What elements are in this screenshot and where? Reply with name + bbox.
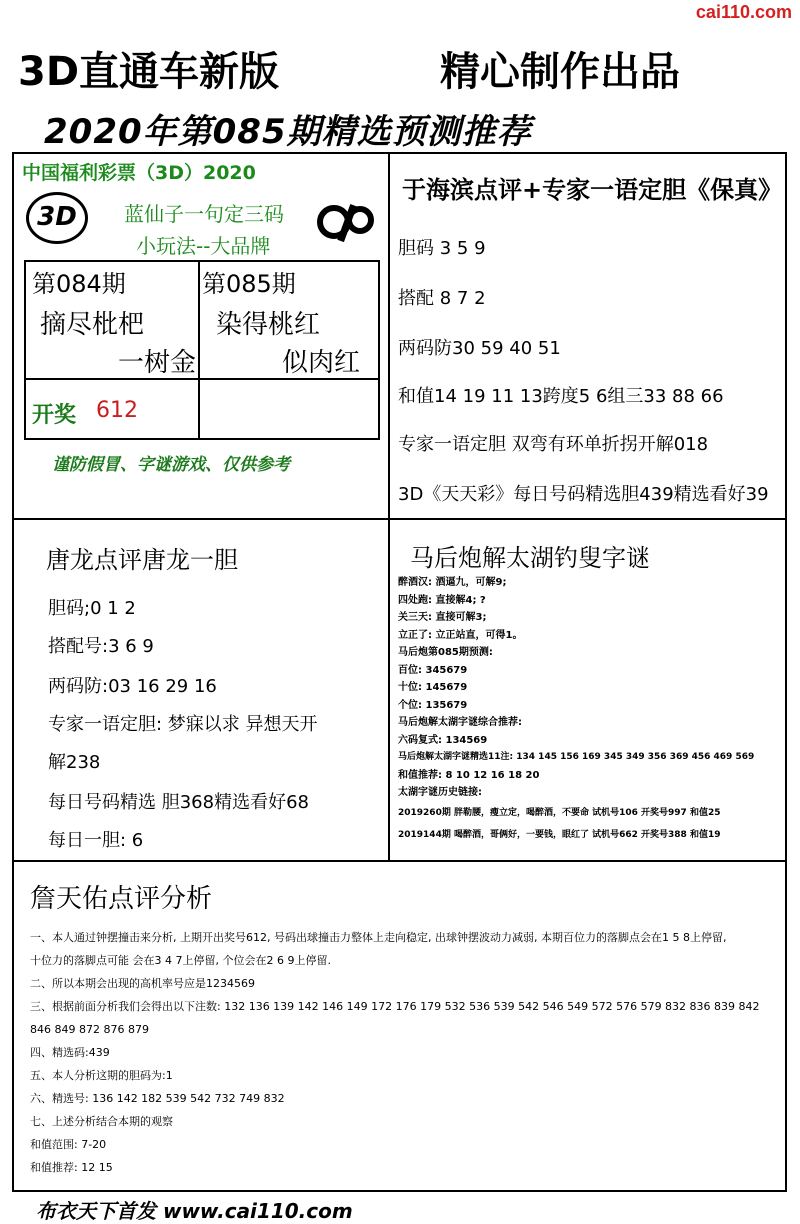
mr-line: 百位: 345679 xyxy=(398,664,468,676)
mr-line: 马后炮第085期预测: xyxy=(398,647,493,658)
mid-right-title: 马后炮解太湖钓叟字谜 xyxy=(410,544,650,572)
logo-3d: 3D xyxy=(26,192,88,244)
mid-left-title: 唐龙点评唐龙一胆 xyxy=(46,546,238,574)
mr-line: 醉酒汉: 酒逼九，可解9; xyxy=(398,577,507,588)
draw-value: 612 xyxy=(96,398,138,423)
ml-line-3: 两码防:03 16 29 16 xyxy=(48,676,217,697)
prev-riddle-1: 摘尽枇杷 xyxy=(40,310,145,340)
analysis-line: 六、精选号: 136 142 182 539 542 732 749 832 xyxy=(30,1092,285,1105)
analysis-line: 四、精选码:439 xyxy=(30,1046,110,1059)
analysis-line: 七、上述分析结合本期的观察 xyxy=(30,1115,173,1128)
tr-line-5: 专家一语定胆 双弯有环单折拐开解018 xyxy=(398,434,709,455)
analysis-line: 五、本人分析这期的胆码为:1 xyxy=(30,1069,173,1082)
mr-line: 2019260期 胖勒腰，瘦立定，喝醉酒，不要命 试机号106 开奖号997 和值25 xyxy=(398,807,721,818)
mr-line: 马后炮解太湖字谜精选11注: 134 145 156 169 345 349 356 369 456 469 569 xyxy=(398,752,755,762)
divider-col xyxy=(388,152,390,862)
divider-row2 xyxy=(12,860,787,862)
cur-riddle-2: 似肉红 xyxy=(282,348,361,378)
header-left: 3D直通车新版 xyxy=(18,49,280,95)
cur-riddle-1: 染得桃红 xyxy=(216,310,321,340)
lottery-title: 中国福利彩票（3D）2020 xyxy=(22,162,256,184)
slogan-2: 小玩法--大品牌 xyxy=(136,234,271,258)
mr-line: 个位: 135679 xyxy=(398,699,468,711)
top-right-title: 于海滨点评+专家一语定胆《保真》 xyxy=(402,176,783,204)
ml-line-1: 胆码;0 1 2 xyxy=(48,598,136,619)
ml-line-6: 每日号码精选 胆368精选看好68 xyxy=(48,792,309,813)
prev-riddle-2: 一树金 xyxy=(118,348,197,378)
mr-line: 立正了: 立正站直，可得1。 xyxy=(398,629,523,641)
cur-issue: 第085期 xyxy=(202,270,296,298)
ml-line-2: 搭配号:3 6 9 xyxy=(48,636,154,657)
slogan-1: 蓝仙子一句定三码 xyxy=(124,202,284,226)
tr-line-6: 3D《天天彩》每日号码精选胆439精选看好39 xyxy=(398,484,769,505)
analysis-line: 和值推荐: 12 15 xyxy=(30,1161,113,1174)
ml-line-4: 专家一语定胆: 梦寐以求 异想天开 xyxy=(48,714,318,735)
mr-line: 关三天: 直接可解3; xyxy=(398,612,487,623)
mr-line: 六码复式: 134569 xyxy=(398,734,488,746)
site-logo[interactable]: cai110.com xyxy=(695,2,792,22)
ml-line-7: 每日一胆: 6 xyxy=(48,830,144,851)
tr-line-4: 和值14 19 11 13跨度5 6组三33 88 66 xyxy=(398,386,724,407)
analysis-line: 十位力的落脚点可能 会在3 4 7上停留, 个位会在2 6 9上停留. xyxy=(30,954,331,967)
tr-line-1: 胆码 3 5 9 xyxy=(398,238,486,259)
analysis-line: 一、本人通过钟摆撞击来分析, 上期开出奖号612, 号码出球撞击力整体上走向稳定, 出球钟摆波动力减弱, 本期百位力的落脚点会在1 5 8上停留, xyxy=(30,931,727,944)
header-right: 精心制作出品 xyxy=(440,49,680,95)
analysis-line: 和值范围: 7-20 xyxy=(30,1138,107,1151)
mr-line: 2019144期 喝醉酒，哥俩好，一要钱，眼红了 试机号662 开奖号388 和值19 xyxy=(398,829,721,840)
tr-line-2: 搭配 8 7 2 xyxy=(398,288,486,309)
mr-line: 和值推荐: 8 10 12 16 18 20 xyxy=(398,769,540,781)
disclaimer: 谨防假冒、字谜游戏、仅供参考 xyxy=(52,455,290,475)
prev-issue: 第084期 xyxy=(32,270,126,298)
mr-line: 十位: 145679 xyxy=(398,682,468,693)
tr-line-3: 两码防30 59 40 51 xyxy=(398,338,561,359)
bottom-analysis xyxy=(30,926,780,1179)
issue-heading: 2020年第085期精选预测推荐 xyxy=(44,112,532,152)
divider-row1 xyxy=(12,518,787,520)
draw-label: 开奖 xyxy=(32,403,77,428)
analysis-line: 三、根据前面分析我们会得出以下注数: 132 136 139 142 146 149 172 176 179 532 536 539 542 546 549 572 576 579 832 836 839 842 xyxy=(30,1000,760,1013)
bottom-title: 詹天佑点评分析 xyxy=(30,884,213,914)
mid-right-list xyxy=(398,574,784,846)
ml-line-5: 解238 xyxy=(48,752,101,773)
analysis-line: 846 849 872 876 879 xyxy=(30,1023,149,1036)
analysis-line: 二、所以本期会出现的高机率号应是1234569 xyxy=(30,977,255,990)
brand-logo-icon xyxy=(316,200,376,253)
mr-line: 太湖字谜历史链接: xyxy=(398,787,482,798)
mr-line: 四处跑: 直接解4; ? xyxy=(398,594,486,606)
mr-line: 马后炮解太湖字谜综合推荐: xyxy=(398,717,522,728)
footer: 布衣天下首发 www.cai110.com xyxy=(36,1199,353,1223)
